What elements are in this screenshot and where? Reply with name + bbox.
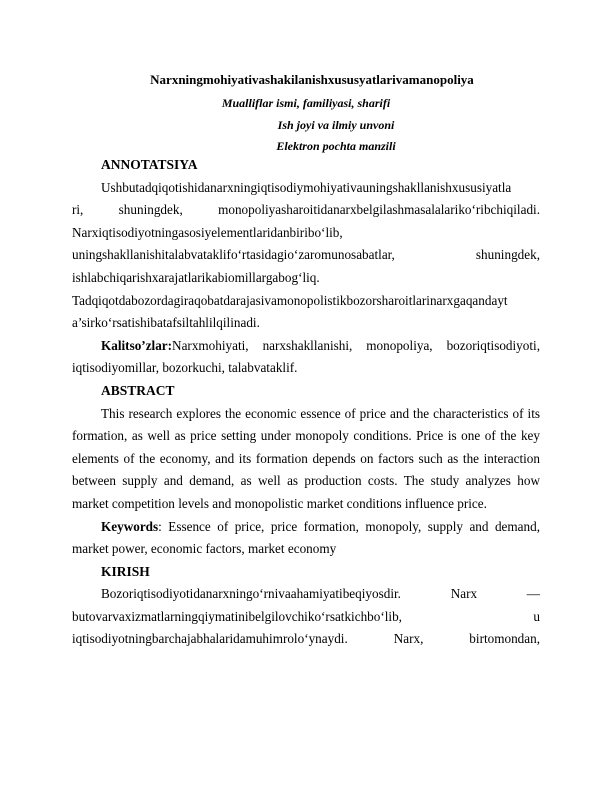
annotatsiya-line-3: Narxiqtisodiyotningasosiyelementlaridanbiribo‘lib,	[72, 224, 343, 240]
annotatsiya-line-5: ishlabchiqarishxarajatlarikabiomillargabog‘liq.	[72, 269, 320, 285]
authors-line: Mualliflar ismi, familiyasi, sharifi	[221, 96, 391, 110]
keywords-label: Keywords	[101, 518, 159, 534]
annotatsiya-line-4: uningshakllanishitalabvataklifo‘rtasidagio‘zaromunosabatlar, shuningdek,	[72, 247, 540, 263]
annotatsiya-line-7: a’sirko‘rsatishibatafsiltahlilqilinadi.	[72, 315, 260, 331]
kirish-line-2: butovarvaxizmatlarningqiymatinibelgilovchiko‘rsatkichbo‘lib, u	[72, 608, 540, 624]
annotatsiya-line-6: Tadqiqotdabozordagiraqobatdarajasivamonopolistikbozorsharoitlarinarxgaqandayt	[72, 292, 508, 308]
annotatsiya-line-1: Ushbutadqiqotishidanarxningiqtisodiymohiyativauningshakllanishxususiyatla	[101, 179, 512, 195]
kirish-line-3: iqtisodiyotningbarchajabhalaridamuhimrolo‘ynaydi. Narx, birtomondan,	[72, 631, 540, 647]
kalitso-zlar-paragraph	[72, 335, 540, 380]
paper-title: Narxningmohiyativashakilanishxususyatlarivamanopoliya	[150, 72, 474, 87]
annotatsiya-line-2: ri, shuningdek, monopoliyasharoitidanarxbelgilashmasalalariko‘ribchiqiladi.	[72, 202, 540, 218]
abstract-text: This research explores the economic essence of price and the characteristics of its formation, as well as price setting under monopoly conditions. Price is one of the key elements of the economy, and its formation depends on factors such as the interaction between supply and demand, as well as production costs. The study analyzes how market competition levels and monopolistic market conditions influence price.	[72, 405, 540, 511]
kirish-line-1: Bozoriqtisodiyotidanarxningo‘rnivaahamiyatibeqiyosdir. Narx —	[101, 586, 540, 602]
kalitso-zlar-label: Kalitso’zlar:	[101, 337, 173, 353]
kalitso-zlar-text: Narxmohiyati, narxshakllanishi, monopoliya, bozoriqtisodiyoti, iqtisodiyomillar, bozorkuchi, talabvataklif.	[72, 337, 540, 376]
email-line: Elektron pochta manzili	[276, 139, 396, 153]
keywords-text: : Essence of price, price formation, monopoly, supply and demand, market power, economic factors, market economy	[72, 518, 540, 557]
workplace-line: Ish joyi va ilmiy unvoni	[277, 118, 395, 132]
kirish-heading: KIRISH	[101, 563, 150, 579]
paper-body	[72, 154, 540, 651]
annotatsiya-heading: ANNOTATSIYA	[101, 157, 198, 172]
keywords-paragraph	[72, 516, 540, 561]
abstract-heading: ABSTRACT	[101, 382, 175, 398]
